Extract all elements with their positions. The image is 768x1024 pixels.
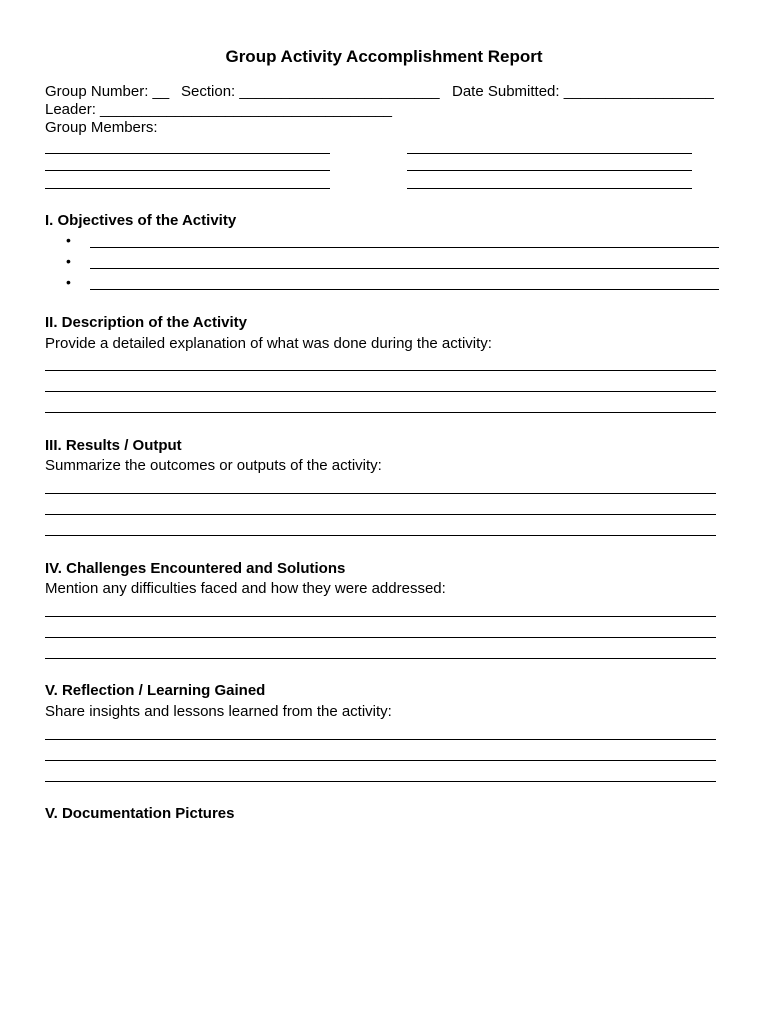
results-heading: III. Results / Output: [45, 437, 182, 454]
results-line-3[interactable]: [45, 535, 716, 536]
member-line-left-3[interactable]: [45, 188, 330, 189]
reflection-line-1[interactable]: [45, 739, 716, 740]
bullet-glyph: •: [66, 274, 71, 290]
documentation-heading: V. Documentation Pictures: [45, 805, 235, 822]
section-field[interactable]: Section: ________________________: [181, 83, 440, 100]
description-line-3[interactable]: [45, 412, 716, 413]
member-line-left-2[interactable]: [45, 170, 330, 171]
results-line-2[interactable]: [45, 514, 716, 515]
objective-line-2[interactable]: [90, 268, 719, 269]
challenges-heading: IV. Challenges Encountered and Solutions: [45, 560, 346, 577]
group-members-label: Group Members:: [45, 119, 158, 136]
date-submitted-field[interactable]: Date Submitted: __________________: [452, 83, 714, 100]
challenges-line-2[interactable]: [45, 637, 716, 638]
reflection-prompt: Share insights and lessons learned from the activity:: [45, 703, 392, 720]
objective-line-3[interactable]: [90, 289, 719, 290]
group-number-field[interactable]: Group Number: __: [45, 83, 170, 100]
member-line-right-2[interactable]: [407, 170, 692, 171]
results-prompt: Summarize the outcomes or outputs of the activity:: [45, 457, 382, 474]
objectives-heading: I. Objectives of the Activity: [45, 212, 237, 229]
page-title: Group Activity Accomplishment Report: [225, 47, 543, 66]
reflection-line-3[interactable]: [45, 781, 716, 782]
bullet-glyph: •: [66, 253, 71, 269]
results-line-1[interactable]: [45, 493, 716, 494]
challenges-line-3[interactable]: [45, 658, 716, 659]
description-line-2[interactable]: [45, 391, 716, 392]
leader-field[interactable]: Leader: ___________________________________: [45, 101, 393, 118]
challenges-prompt: Mention any difficulties faced and how they were addressed:: [45, 580, 446, 597]
description-heading: II. Description of the Activity: [45, 314, 247, 331]
member-line-left-1[interactable]: [45, 153, 330, 154]
member-line-right-1[interactable]: [407, 153, 692, 154]
reflection-line-2[interactable]: [45, 760, 716, 761]
description-line-1[interactable]: [45, 370, 716, 371]
description-prompt: Provide a detailed explanation of what was done during the activity:: [45, 335, 492, 352]
bullet-glyph: •: [66, 232, 71, 248]
objective-line-1[interactable]: [90, 247, 719, 248]
reflection-heading: V. Reflection / Learning Gained: [45, 682, 266, 699]
challenges-line-1[interactable]: [45, 616, 716, 617]
member-line-right-3[interactable]: [407, 188, 692, 189]
